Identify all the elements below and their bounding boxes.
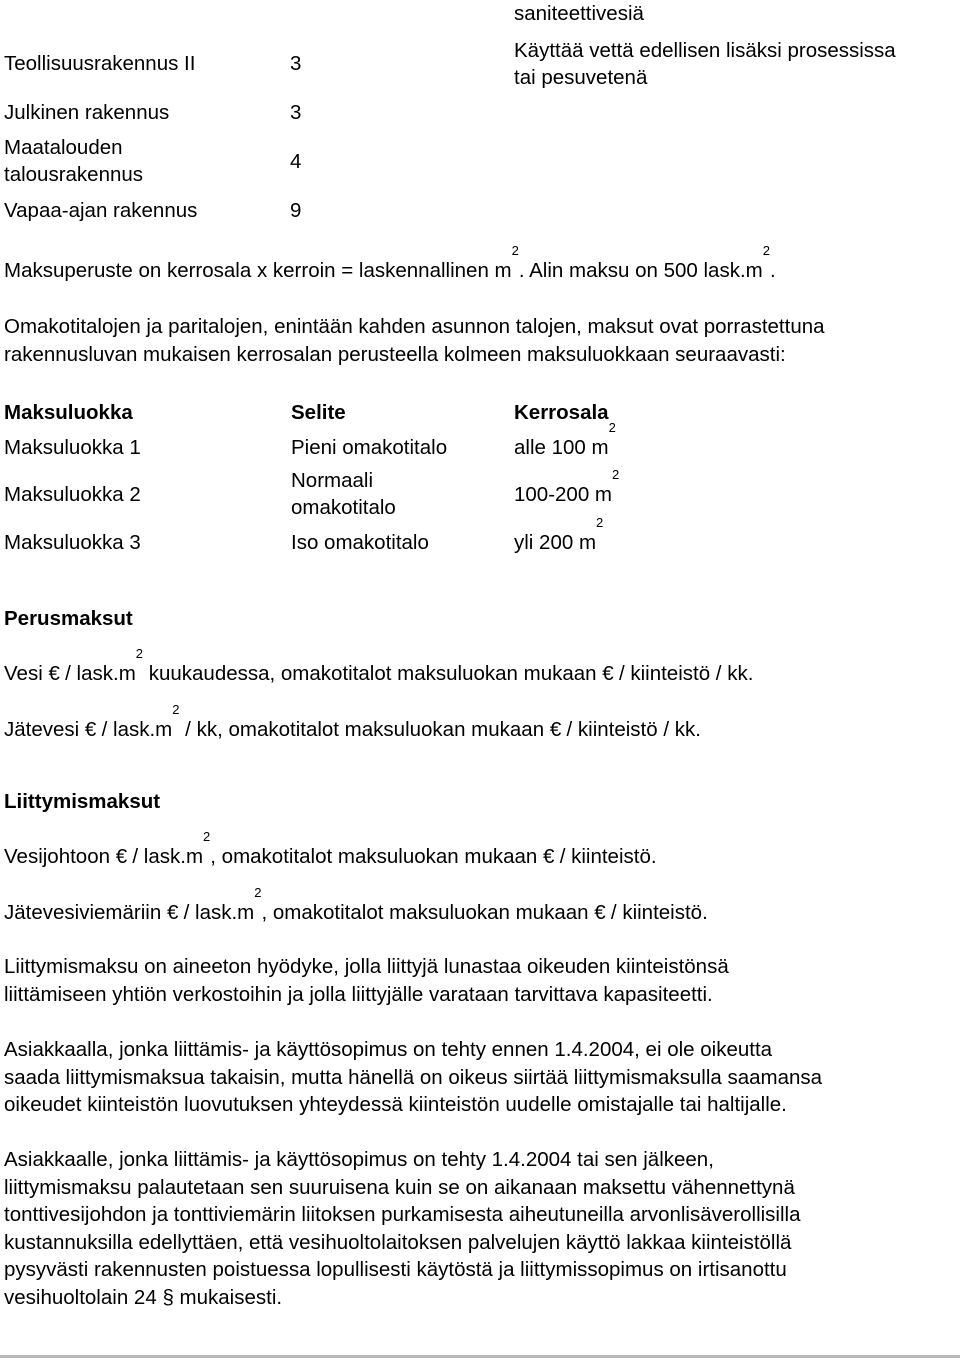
intro-paragraph: Omakotitalojen ja paritalojen, enintään kahden asunnon talojen, maksut ovat porrastettuna rakennusluvan mukaisen kerrosalan perusteella kolmeen maksuluokkaan seuraavasti: (4, 315, 825, 366)
header-kerrosala: Kerrosala (514, 401, 609, 424)
building-type-maatalous-line1: Maatalouden (4, 136, 123, 159)
class-1-area: alle 100 $m^2$ (514, 420, 616, 459)
header-maksuluokka: Maksuluokka (4, 401, 133, 424)
class-3-area: yli 200 $m^2$ (514, 515, 604, 554)
coefficient-maatalous: 4 (290, 150, 302, 173)
usage-cell-saniteetti: saniteettivesiä (514, 2, 644, 25)
header-selite: Selite (291, 401, 346, 424)
jatevesiviemariin-fee-line: Jätevesiviemäriin € / $lask.m^2$, omakotitalot maksuluokan mukaan € / kiinteistö. (4, 885, 708, 924)
liittymismaksut-heading: Liittymismaksut (4, 790, 161, 813)
euro-sign: € (48, 662, 60, 685)
building-type-teollisuus: Teollisuusrakennus II (4, 52, 196, 75)
paragraph-definition: Liittymismaksu on aineeton hyödyke, jolla liittyjä lunastaa oikeuden kiinteistönsä liittämiseen yhtiön verkostoihin ja jolla liittyjälle varataan tarvittava kapasiteetti. (4, 955, 729, 1006)
class-1-desc: Pieni omakotitalo (291, 436, 448, 459)
vesi-fee-line: Vesi € / $lask.m^2$ kuukaudessa, omakotitalot maksuluokan mukaan € / kiinteistö / kk. (4, 646, 754, 685)
page-bottom-border (0, 1355, 960, 1358)
euro-sign: € (543, 845, 555, 868)
building-type-julkinen: Julkinen rakennus (4, 101, 170, 124)
class-2-area: 100-200 $m^2$ (514, 467, 620, 506)
paragraph-before-2004: Asiakkaalla, jonka liittämis- ja käyttösopimus on tehty ennen 1.4.2004, ei ole oikeutta saada liittymismaksua takaisin, mutta hänellä on oikeus siirtää liittymismaksulla saamansa oikeudet kiinteistön luovutuksen yhteydessä kiinteistön uudelle omistajalle tai haltijalle. (4, 1038, 823, 1117)
class-3-name: Maksuluokka 3 (4, 531, 141, 554)
usage-cell-prosessi-line1: Käyttää vettä edellisen lisäksi prosessissa (514, 39, 896, 62)
jatevesi-fee-line: Jätevesi € / $lask.m^2$ / kk, omakotitalot maksuluokan mukaan € / kiinteistö / kk. (4, 702, 701, 741)
euro-sign: € (166, 901, 179, 924)
euro-sign: € (115, 845, 128, 868)
building-type-maatalous-line2: talousrakennus (4, 163, 144, 186)
class-2-desc-line1: Normaali (291, 469, 374, 492)
coefficient-teollisuus: 3 (290, 52, 302, 75)
building-type-vapaa-ajan: Vapaa-ajan rakennus (4, 199, 198, 222)
coefficient-vapaa-ajan: 9 (290, 199, 302, 222)
paragraph-after-2004: Asiakkaalle, jonka liittämis- ja käyttösopimus on tehty 1.4.2004 tai sen jälkeen, liittymismaksu palautetaan sen suuruisena kuin se on aikanaan maksettu vähennettynä tonttivesijohdon ja tonttiviemärin liitoksen purkamisesta aiheutuneilla arvonlisäverollisilla kustannuksilla edellyttäen, että vesihuoltolaitoksen palvelujen käyttö lakkaa kiinteistöllä pysyvästi rakennusten poistuessa lopullisesti käytöstä ja liittymissopimus on irtisanottu vesihuoltolain 24 § mukaisesti. (4, 1148, 801, 1309)
vesijohtoon-fee-line: Vesijohtoon € / $lask.m^2$, omakotitalot maksuluokan mukaan € / kiinteistö. (4, 829, 657, 868)
usage-cell-prosessi-line2: tai pesuvetenä (514, 66, 648, 89)
euro-sign: € (594, 901, 606, 924)
class-2-name: Maksuluokka 2 (4, 483, 141, 506)
class-3-desc: Iso omakotitalo (291, 531, 429, 554)
euro-sign: € (549, 718, 562, 741)
class-2-desc-line2: omakotitalo (291, 496, 396, 519)
euro-sign: € (602, 662, 614, 685)
coefficient-julkinen: 3 (290, 101, 302, 124)
euro-sign: € (84, 718, 97, 741)
perusmaksut-heading: Perusmaksut (4, 607, 133, 630)
class-1-name: Maksuluokka 1 (4, 436, 141, 459)
section-sign: § (162, 1285, 174, 1309)
fee-basis-line: Maksuperuste on kerrosala x kerroin = laskennallinen $m^2$. Alin maksu on 500 $lask.m^2$. (4, 243, 776, 282)
